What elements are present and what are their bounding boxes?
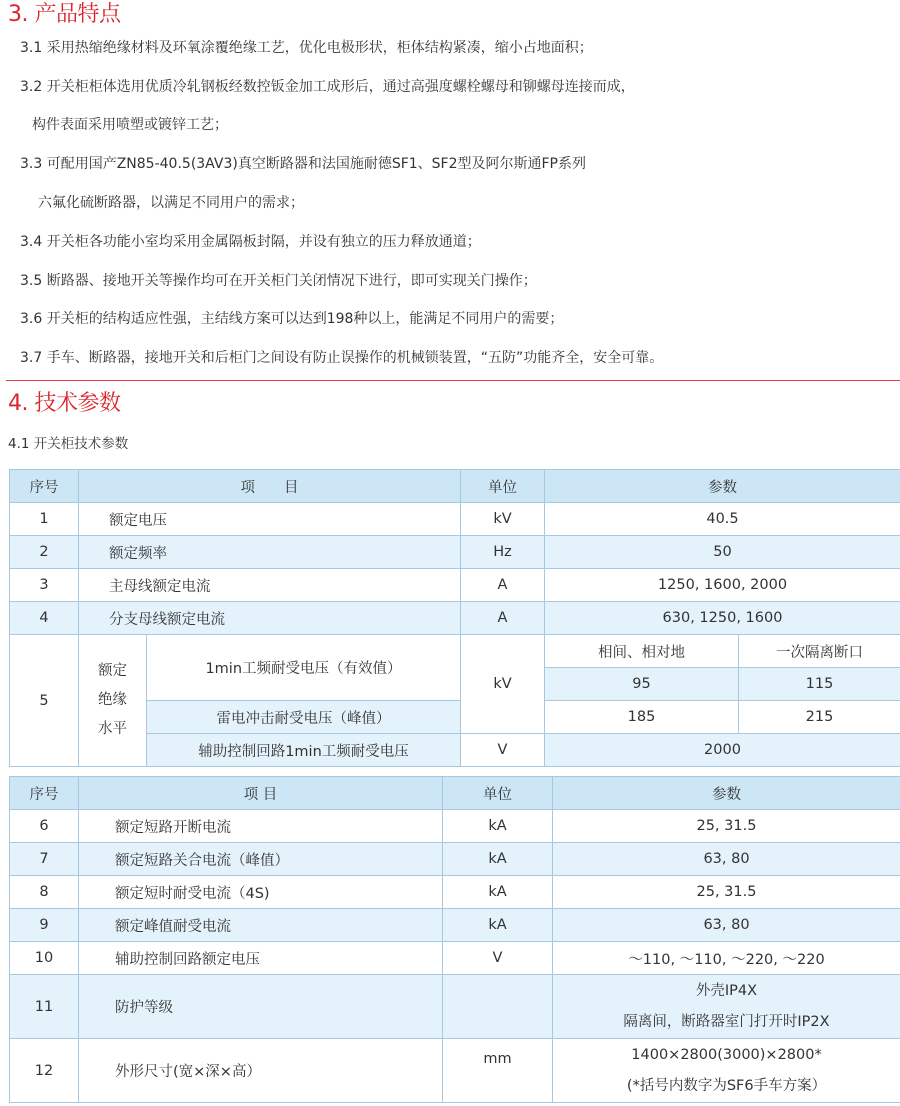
row-unit: V [443,942,553,975]
row-unit: V [461,734,545,767]
row-item: 额定短路关合电流（峰值） [79,843,443,876]
row-item: 雷电冲击耐受电压（峰值） [147,701,461,734]
spec-table-1 [9,469,900,767]
value-line: 隔离间，断路器室门打开时IP2X [623,1013,830,1030]
row-value [553,1039,900,1103]
value-isolation: 215 [739,701,900,734]
header-item: 项 目 [79,470,461,503]
row-unit: Hz [461,536,545,569]
header-value: 参数 [545,470,900,503]
group-label-line: 额定 [98,663,127,679]
value-phase: 95 [545,668,739,701]
feature-item: 3.6 开关柜的结构适应性强，主结线方案可以达到198种以上，能满足不同用户的需要； [20,311,564,327]
feature-item: 构件表面采用喷塑或镀锌工艺； [32,117,228,133]
table-row [10,602,900,635]
row-unit: kA [443,843,553,876]
feature-item: 六氟化硫断路器，以满足不同用户的需求； [38,195,304,211]
feature-item: 3.2 开关柜柜体选用优质冷轧钢板经数控钣金加工成形后，通过高强度螺栓螺母和铆螺母连接而成， [20,79,635,95]
row-item: 主母线额定电流 [79,569,461,602]
header-item: 项 目 [79,777,443,810]
group-label-line: 水平 [98,721,127,737]
row-item: 辅助控制回路1min工频耐受电压 [147,734,461,767]
row-value [553,975,900,1039]
row-no: 5 [10,635,79,767]
row-no: 3 [10,569,79,602]
row-no: 2 [10,536,79,569]
header-no: 序号 [10,777,79,810]
value-line: (*括号内数字为SF6手车方案） [626,1077,827,1094]
row-unit: A [461,602,545,635]
row-value: 25, 31.5 [553,876,900,909]
row-no: 6 [10,810,79,843]
row-item: 额定峰值耐受电流 [79,909,443,942]
row-unit: kV [461,635,545,734]
table-row [10,909,900,942]
row-item: 1min工频耐受电压（有效值） [147,635,461,701]
feature-item: 3.3 可配用国产ZN85-40.5(3AV3)真空断路器和法国施耐德SF1、SF2型及阿尔斯通FP系列 [20,156,587,172]
table-row [10,876,900,909]
sub-header-phase: 相间、相对地 [545,635,739,668]
row-item: 额定电压 [79,503,461,536]
table-row [10,942,900,975]
row-item: 额定短路开断电流 [79,810,443,843]
row-item: 额定短时耐受电流（4S) [79,876,443,909]
row-value: 40.5 [545,503,900,536]
row-value: ～110, ～110, ～220, ～220 [553,942,900,975]
table-row [10,503,900,536]
row-value: 50 [545,536,900,569]
row-unit: A [461,569,545,602]
sub-header-isolation: 一次隔离断口 [739,635,900,668]
row-no: 1 [10,503,79,536]
row-unit: mm [443,1039,553,1103]
table-row [10,1039,900,1103]
row-unit: kA [443,876,553,909]
row-value: 25, 31.5 [553,810,900,843]
row-value: 2000 [545,734,900,767]
row-no: 8 [10,876,79,909]
row-no: 4 [10,602,79,635]
feature-item: 3.5 断路器、接地开关等操作均可在开关柜门关闭情况下进行，即可实现关门操作； [20,273,537,289]
feature-item: 3.4 开关柜各功能小室均采用金属隔板封隔，并设有独立的压力释放通道； [20,234,481,250]
feature-item: 3.7 手车、断路器，接地开关和后柜门之间设有防止误操作的机械锁装置，“五防”功能齐全，安全可靠。 [20,350,664,366]
header-unit: 单位 [443,777,553,810]
section-3-title: 3. 产品特点 [8,2,121,27]
insulation-group-label [79,635,147,767]
value-isolation: 115 [739,668,900,701]
row-no: 7 [10,843,79,876]
value-line: 1400×2800(3000)×2800* [631,1046,822,1063]
row-no: 12 [10,1039,79,1103]
row-unit: kA [443,810,553,843]
row-no: 9 [10,909,79,942]
header-unit: 单位 [461,470,545,503]
feature-item: 3.1 采用热缩绝缘材料及环氧涂覆绝缘工艺，优化电极形状，柜体结构紧凑，缩小占地面积； [20,40,593,56]
row-unit: kV [461,503,545,536]
value-line: 外壳IP4X [695,982,758,999]
table-header-row [10,470,900,503]
table-row [10,569,900,602]
row-unit [443,975,553,1039]
group-label-line: 绝缘 [98,692,127,708]
row-item: 辅助控制回路额定电压 [79,942,443,975]
section-divider [6,380,900,381]
table-row [10,536,900,569]
row-item: 分支母线额定电流 [79,602,461,635]
section-4-subtitle: 4.1 开关柜技术参数 [8,436,129,452]
table-header-row [10,777,900,810]
row-value: 63, 80 [553,909,900,942]
row-value: 630, 1250, 1600 [545,602,900,635]
row-item: 防护等级 [79,975,443,1039]
row-no: 11 [10,975,79,1039]
row-item: 额定频率 [79,536,461,569]
spec-table-2 [9,776,900,1103]
section-4-title: 4. 技术参数 [8,391,121,416]
row-value: 63, 80 [553,843,900,876]
table-row [10,635,900,668]
row-unit: kA [443,909,553,942]
row-no: 10 [10,942,79,975]
table-row [10,975,900,1039]
row-item: 外形尺寸(宽×深×高） [79,1039,443,1103]
header-value: 参数 [553,777,900,810]
table-row [10,810,900,843]
table-row [10,843,900,876]
value-phase: 185 [545,701,739,734]
header-no: 序号 [10,470,79,503]
row-value: 1250, 1600, 2000 [545,569,900,602]
